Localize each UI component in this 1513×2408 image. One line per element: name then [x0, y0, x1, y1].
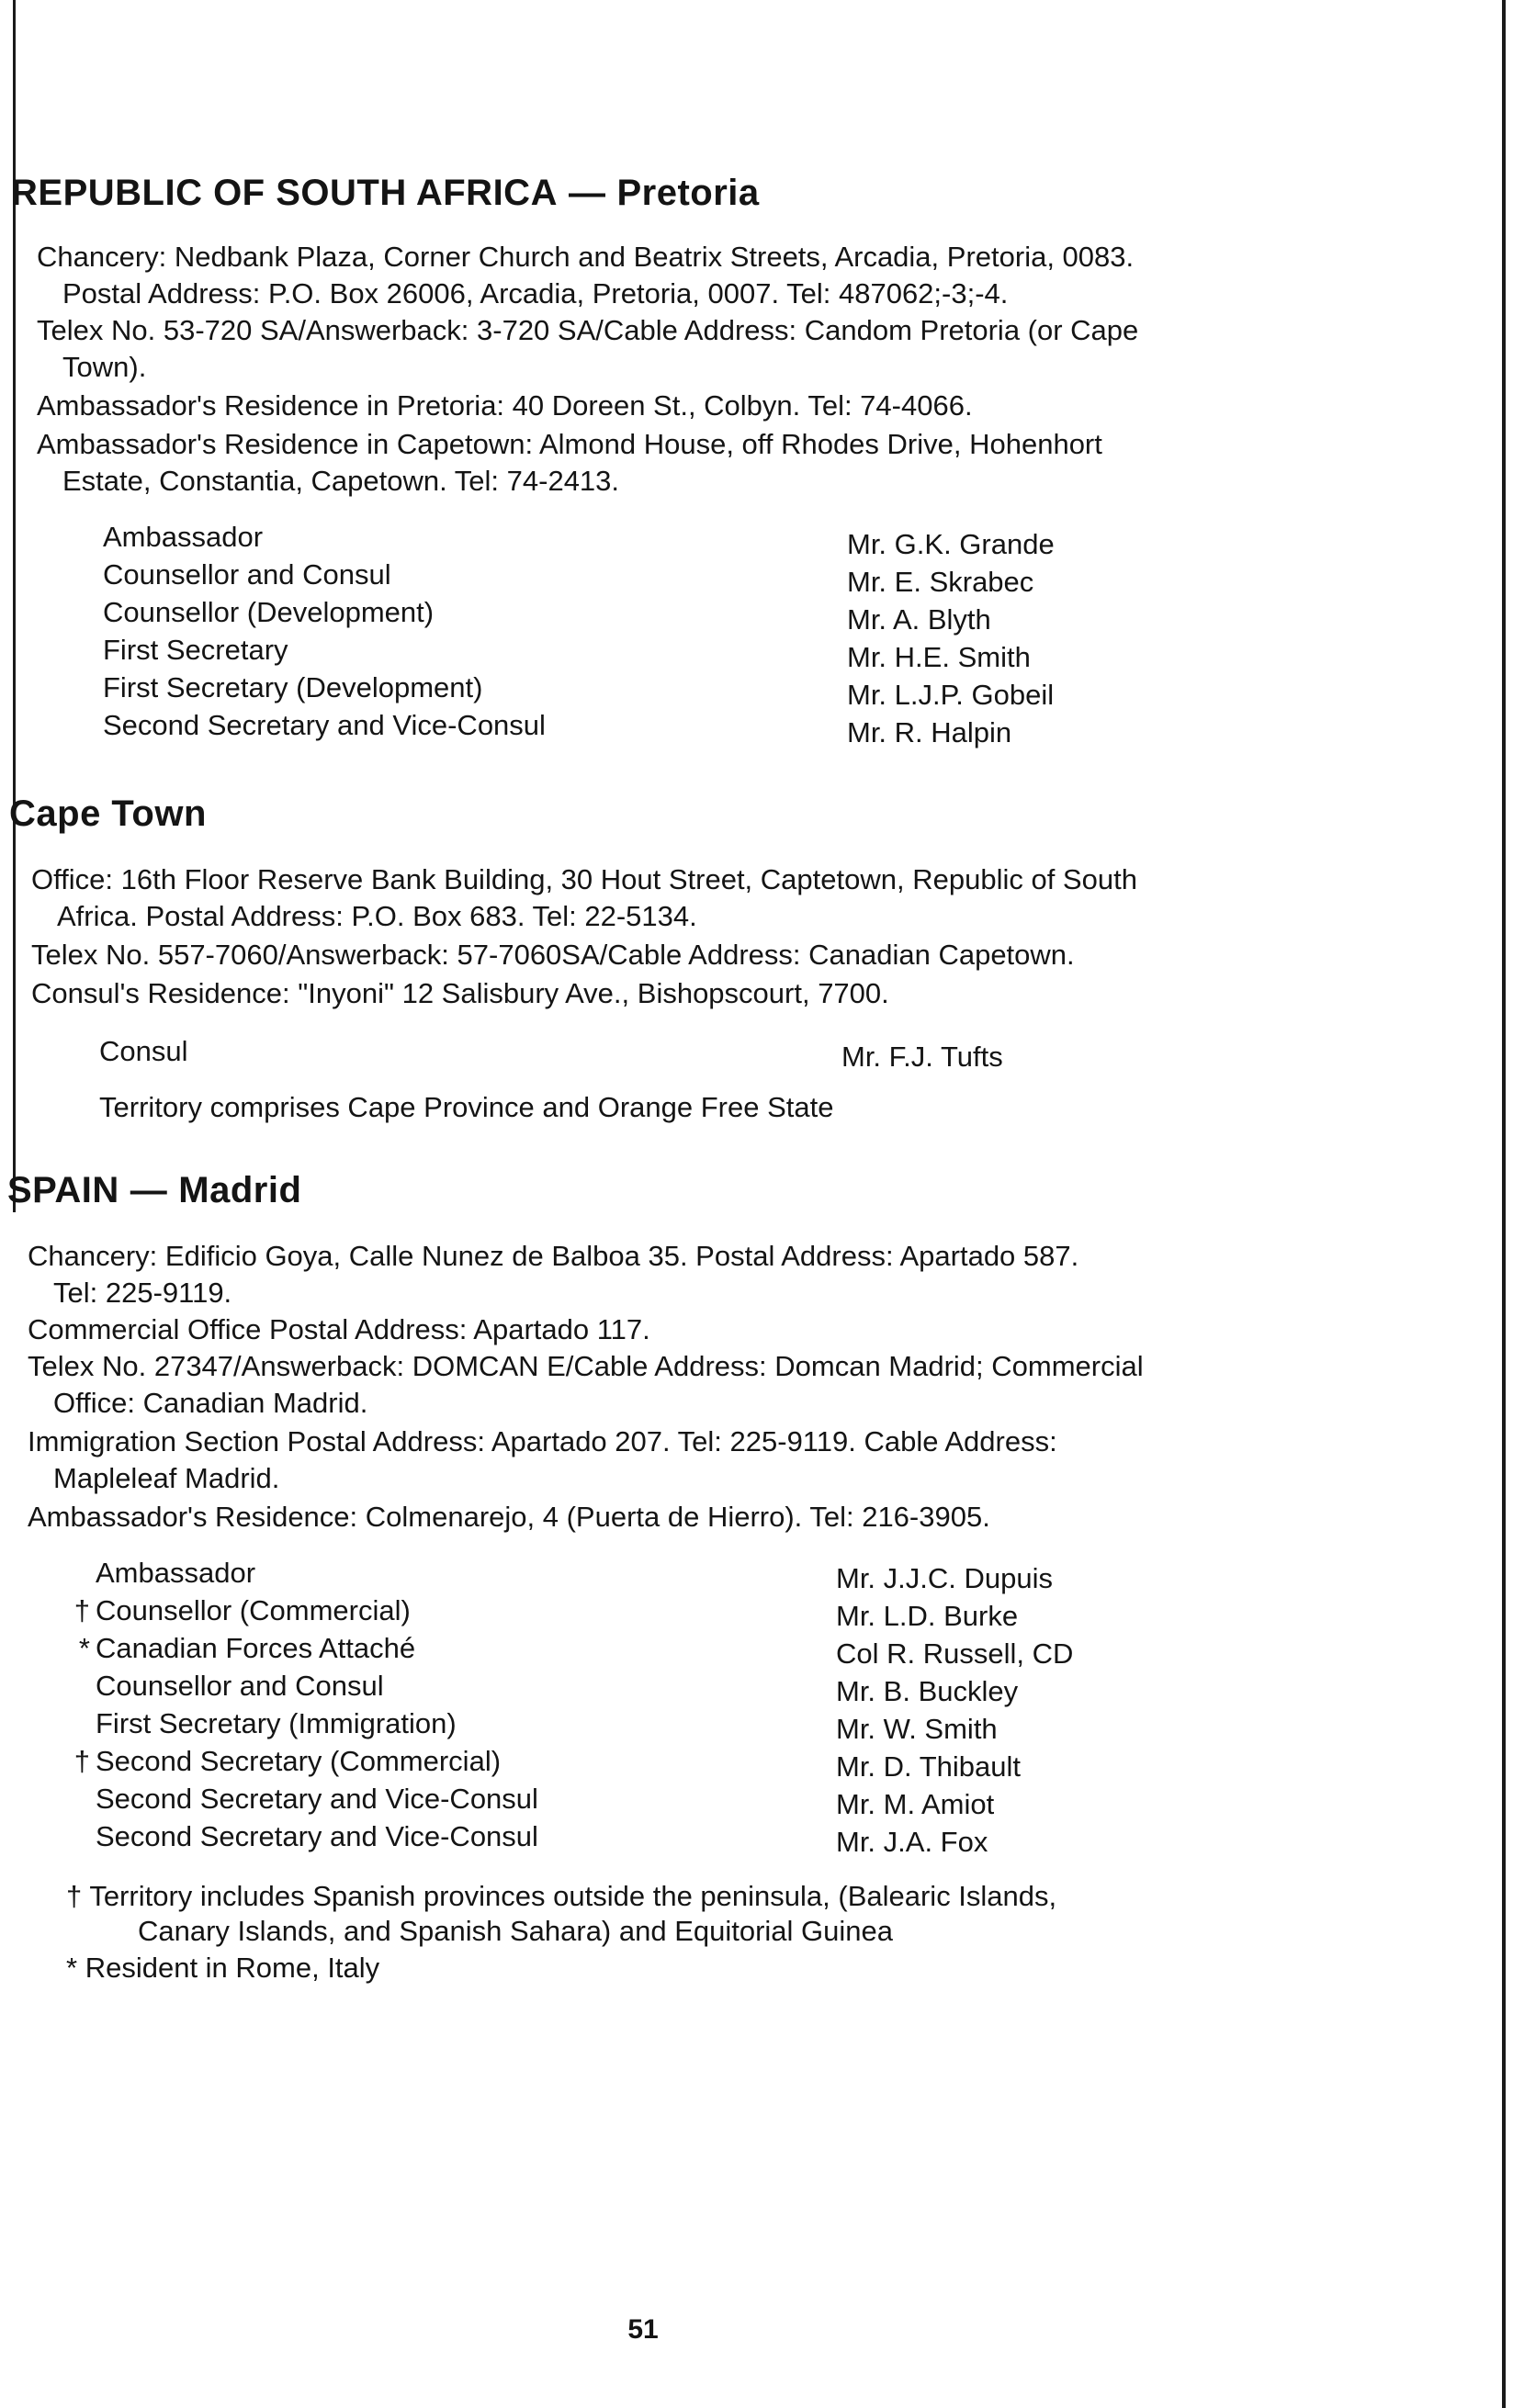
section-heading: [7, 1170, 301, 1211]
staff-row: [68, 1592, 1115, 1632]
staff-name: Mr. L.J.P. Gobeil: [847, 679, 1055, 711]
commercial-office: [28, 1311, 650, 1348]
staff-list: [77, 1032, 1106, 1073]
address-line: Consul's Residence: "Inyoni" 12 Salisbury Ave., Bishopscourt, 7700.: [31, 977, 889, 1009]
staff-name: Mr. W. Smith: [836, 1713, 998, 1745]
staff-title: First Secretary (Immigration): [96, 1707, 457, 1739]
address-line: Ambassador's Residence in Pretoria: 40 Doreen St., Colbyn. Tel: 74-4066.: [37, 389, 973, 422]
staff-row: [81, 669, 1110, 711]
consul-residence: [31, 975, 889, 1012]
staff-name: Mr. J.J.C. Dupuis: [836, 1562, 1053, 1594]
staff-name: Col R. Russell, CD: [836, 1637, 1074, 1670]
telex-info: [37, 312, 1138, 386]
heading-dash: —: [568, 173, 606, 213]
staff-title: Counsellor (Commercial): [96, 1594, 411, 1626]
staff-name: Mr. M. Amiot: [836, 1788, 995, 1820]
staff-name: Mr. E. Skrabec: [847, 566, 1034, 598]
staff-title: Counsellor and Consul: [96, 1670, 384, 1702]
heading-country: Cape Town: [9, 793, 207, 834]
staff-row: [68, 1554, 1115, 1592]
section-heading: [9, 793, 207, 835]
address-line: Chancery: Edificio Goya, Calle Nunez de Balboa 35. Postal Address: Apartado 587.: [28, 1240, 1079, 1272]
address-line: Town).: [62, 351, 147, 383]
office-address: [31, 861, 1137, 935]
address-line: Chancery: Nedbank Plaza, Corner Church and Beatrix Streets, Arcadia, Pretoria, 0083.: [37, 241, 1135, 273]
staff-list: [81, 518, 1110, 748]
section-heading: [11, 173, 760, 214]
staff-row: [81, 593, 1110, 636]
heading-city: Madrid: [178, 1170, 302, 1210]
address-line: Ambassador's Residence in Capetown: Almond House, off Rhodes Drive, Hohenhort: [37, 428, 1102, 460]
staff-row: [81, 518, 1110, 560]
staff-row: [68, 1705, 1115, 1745]
staff-row: [68, 1780, 1115, 1820]
footnote-territory: [66, 1879, 1056, 1949]
residence-pretoria: [37, 388, 973, 424]
address-line: Telex No. 53-720 SA/Answerback: 3-720 SA/Cable Address: Candom Pretoria (or Cape: [37, 314, 1139, 346]
footnote-mark: †: [73, 1594, 90, 1626]
staff-row: [68, 1817, 1115, 1858]
address-line: Office: 16th Floor Reserve Bank Building, 30 Hout Street, Captetown, Republic of South: [31, 863, 1137, 895]
address-line: Estate, Constantia, Capetown. Tel: 74-2413.: [62, 465, 620, 497]
footnote-mark: *: [78, 1632, 90, 1664]
staff-title: Counsellor (Development): [103, 596, 435, 628]
staff-name: Mr. D. Thibault: [836, 1750, 1022, 1783]
address-line: Immigration Section Postal Address: Apartado 207. Tel: 225-9119. Cable Address:: [28, 1425, 1057, 1457]
footnote-mark: *: [66, 1952, 78, 1984]
staff-row: [81, 556, 1110, 598]
staff-title: Ambassador: [103, 521, 264, 553]
staff-row: [68, 1629, 1115, 1670]
territory-note: Territory comprises Cape Province and Orange Free State: [99, 1091, 834, 1123]
residence-capetown: [37, 426, 1102, 500]
staff-title: First Secretary: [103, 634, 288, 666]
footnote-mark: †: [73, 1745, 90, 1777]
heading-dash: —: [130, 1170, 168, 1210]
footnote-mark: †: [66, 1880, 83, 1912]
staff-name: Mr. B. Buckley: [836, 1675, 1019, 1707]
address-line: Africa. Postal Address: P.O. Box 683. Tel: 22-5134.: [57, 900, 697, 932]
staff-name: Mr. H.E. Smith: [847, 641, 1031, 673]
footnote-line: Resident in Rome, Italy: [85, 1952, 380, 1984]
staff-row: [77, 1032, 1106, 1073]
footnote-resident: [66, 1951, 379, 1986]
address-line: Office: Canadian Madrid.: [53, 1387, 368, 1419]
footnote-line: Canary Islands, and Spanish Sahara) and Equitorial Guinea: [138, 1915, 894, 1947]
staff-row: [81, 631, 1110, 673]
page-number: 51: [627, 2314, 659, 2345]
address-line: Telex No. 557-7060/Answerback: 57-7060SA/Cable Address: Canadian Capetown.: [31, 939, 1075, 971]
address-line: Tel: 225-9119.: [53, 1277, 232, 1309]
address-line: Postal Address: P.O. Box 26006, Arcadia, Pretoria, 0007. Tel: 487062;-3;-4.: [62, 277, 1009, 309]
staff-list: [68, 1554, 1115, 1858]
address-line: Mapleleaf Madrid.: [53, 1462, 280, 1494]
staff-title: Counsellor and Consul: [103, 558, 391, 591]
telex-info: [28, 1348, 1144, 1422]
staff-title: Second Secretary and Vice-Consul: [103, 709, 546, 741]
telex-info: [31, 937, 1075, 973]
staff-title: First Secretary (Development): [103, 671, 483, 703]
staff-row: [81, 706, 1110, 748]
address-line: Telex No. 27347/Answerback: DOMCAN E/Cable Address: Domcan Madrid; Commercial: [28, 1350, 1144, 1382]
staff-title: Consul: [99, 1035, 188, 1067]
address-line: Ambassador's Residence: Colmenarejo, 4 (Puerta de Hierro). Tel: 216-3905.: [28, 1501, 990, 1533]
staff-name: Mr. A. Blyth: [847, 603, 991, 636]
staff-name: Mr. J.A. Fox: [836, 1826, 988, 1858]
staff-name: Mr. G.K. Grande: [847, 528, 1055, 560]
footnote-line: Territory includes Spanish provinces outside the peninsula, (Balearic Islands,: [89, 1880, 1057, 1912]
chancery-address: [37, 239, 1134, 312]
staff-name: Mr. L.D. Burke: [836, 1600, 1019, 1632]
staff-title: Second Secretary and Vice-Consul: [96, 1783, 538, 1815]
immigration-section: [28, 1423, 1057, 1497]
page-right-edge: [1502, 0, 1506, 2408]
heading-country: REPUBLIC OF SOUTH AFRICA: [11, 173, 558, 213]
staff-row: [68, 1667, 1115, 1705]
staff-title: Ambassador: [96, 1557, 256, 1589]
staff-name: Mr. R. Halpin: [847, 716, 1012, 748]
heading-country: SPAIN: [7, 1170, 119, 1210]
staff-title: Canadian Forces Attaché: [96, 1632, 416, 1664]
staff-title: Second Secretary (Commercial): [96, 1745, 502, 1777]
ambassador-residence: [28, 1499, 990, 1536]
address-line: Commercial Office Postal Address: Apartado 117.: [28, 1313, 650, 1345]
heading-city: Pretoria: [616, 173, 760, 213]
staff-title: Second Secretary and Vice-Consul: [96, 1820, 538, 1852]
chancery-address: [28, 1238, 1078, 1311]
staff-row: [68, 1742, 1115, 1783]
staff-name: Mr. F.J. Tufts: [841, 1041, 1003, 1073]
